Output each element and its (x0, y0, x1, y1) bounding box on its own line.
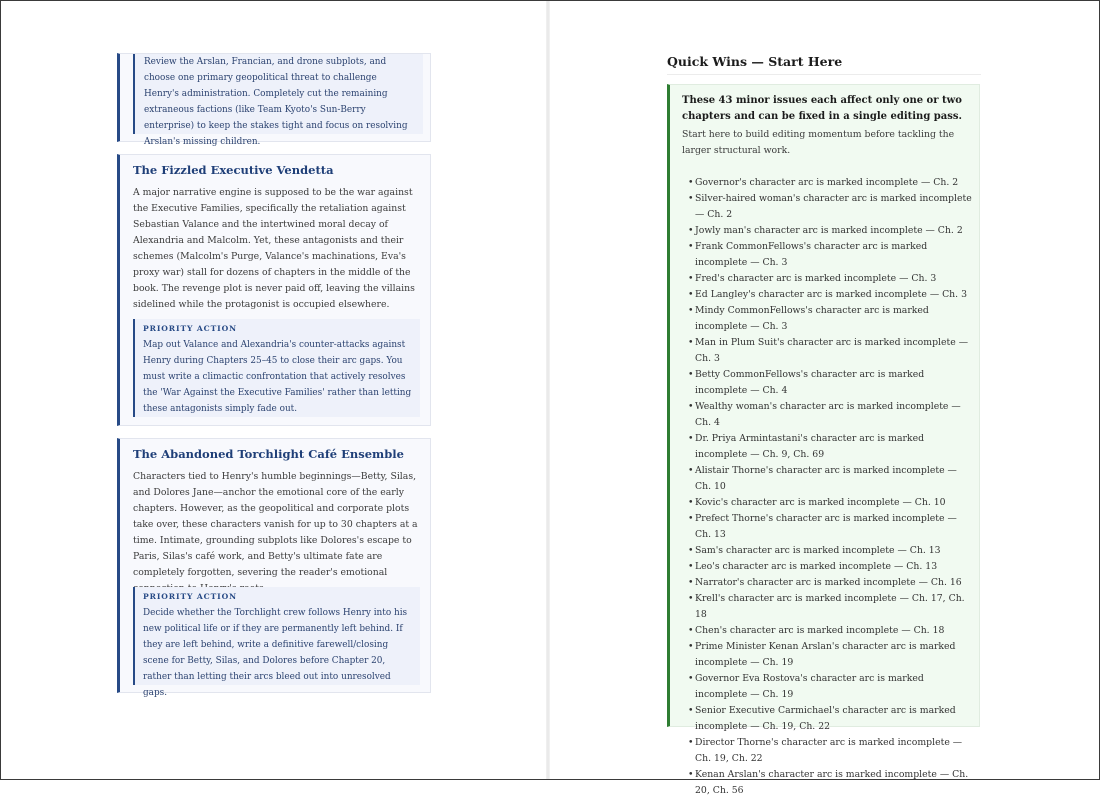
quick-wins-intro: Start here to build editing momentum before tackling the larger structural work. (682, 129, 955, 156)
priority-action-label: PRIORITY ACTION (143, 324, 237, 333)
quick-wins-box (667, 84, 980, 796)
quick-win-item: • Alistair Thorne's character arc is marked incomplete — Ch. 10 (688, 463, 972, 495)
priority-action-text: Review the Arslan, Francian, and drone subplots, and choose one primary geopolitical threat to challenge Henry's administration. Completely cut the remaining extraneous factions (like Team Kyoto's Sun-Berry enterprise) to keep the stakes tight and focus on resolving Arslan's missing children. (144, 57, 408, 147)
priority-action-box (133, 587, 420, 698)
priority-action-text: Decide whether the Torchlight crew follows Henry into his new political life or if they are permanently left behind. If they are left behind, write a definitive farewell/closing scene for Betty, Silas, and Dolores before Chapter 20, rather than letting their arcs bleed out into unresolved gaps. (143, 608, 408, 698)
issue-card-body: A major narrative engine is supposed to be the war against the Executive Families, specifically the retaliation against Sebastian Valance and the intertwined moral decay of Alexandria and Malcolm. Yet, these antagonists and their schemes (Malcolm's Purge, Valance's machinations, Eva's proxy war) stall for dozens of chapters in the middle of the book. The revenge plot is never paid off, leaving the villains sidelined while the protagonist is occupied elsewhere. (133, 187, 415, 310)
issue-card-torchlight-cafe (117, 438, 431, 698)
quick-win-item: • Prime Minister Kenan Arslan's character arc is marked incomplete — Ch. 19 (688, 639, 972, 671)
issue-card-body: Characters tied to Henry's humble beginnings—Betty, Silas, and Dolores Jane—anchor the emotional core of the early chapters. However, as the geopolitical and corporate plots take over, these characters vanish for up to 30 chapters at a time. Intimate, grounding subplots like Dolores's escape to Paris, Silas's café work, and Betty's ultimate fate are completely forgotten, severing the reader's emotional (133, 471, 418, 578)
quick-win-item: • Governor Eva Rostova's character arc is marked incomplete — Ch. 19 (688, 671, 972, 703)
priority-action-box (133, 319, 420, 417)
quick-win-item: • Mindy CommonFellows's character arc is marked incomplete — Ch. 3 (688, 303, 972, 335)
quick-win-item: • Prefect Thorne's character arc is marked incomplete — Ch. 13 (688, 511, 972, 543)
quick-wins-list (688, 175, 972, 799)
quick-wins-heading: Quick Wins — Start Here (667, 54, 981, 75)
quick-win-item: • Governor's character arc is marked incomplete — Ch. 2 (688, 175, 972, 191)
priority-action-label: PRIORITY ACTION (143, 592, 237, 601)
quick-win-item: • Leo's character arc is marked incomplete — Ch. 13 (688, 559, 972, 575)
quick-win-item: • Kovic's character arc is marked incomplete — Ch. 10 (688, 495, 972, 511)
issue-card-title: The Abandoned Torchlight Café Ensemble (133, 447, 404, 461)
quick-win-item: • Man in Plum Suit's character arc is marked incomplete — Ch. 3 (688, 335, 972, 367)
quick-win-item: • Narrator's character arc is marked incomplete — Ch. 16 (688, 575, 972, 591)
quick-win-item: • Director Thorne's character arc is marked incomplete — Ch. 19, Ch. 22 (688, 735, 972, 767)
quick-win-item: • Frank CommonFellows's character arc is marked incomplete — Ch. 3 (688, 239, 972, 271)
priority-action-text: Map out Valance and Alexandria's counter-attacks against Henry during Chapters 25–45 to close their arc gaps. You must write a climactic confrontation that actively resolves the 'War Against the Executive Families' rather than letting these antagonists simply fade out. (143, 340, 412, 414)
quick-wins-summary: These 43 minor issues each affect only one or two chapters and can be fixed in a single editing pass. (682, 95, 963, 122)
quick-win-item: • Jowly man's character arc is marked incomplete — Ch. 2 (688, 223, 972, 239)
issue-card-executive-vendetta (117, 154, 431, 426)
quick-win-item: • Senior Executive Carmichael's character arc is marked incomplete — Ch. 19, Ch. 22 (688, 703, 972, 735)
issue-card-title: The Fizzled Executive Vendetta (133, 163, 334, 177)
quick-win-item: • Kenan Arslan's character arc is marked incomplete — Ch. 20, Ch. 56 (688, 767, 972, 799)
quick-win-item: • Sam's character arc is marked incomplete — Ch. 13 (688, 543, 972, 559)
quick-win-item: • Wealthy woman's character arc is marked incomplete — Ch. 4 (688, 399, 972, 431)
quick-win-item: • Dr. Priya Armintastani's character arc is marked incomplete — Ch. 9, Ch. 69 (688, 431, 972, 463)
quick-win-item: • Krell's character arc is marked incomplete — Ch. 17, Ch. 18 (688, 591, 972, 623)
quick-win-item: • Betty CommonFellows's character arc is marked incomplete — Ch. 4 (688, 367, 972, 399)
quick-win-item: • Fred's character arc is marked incomplete — Ch. 3 (688, 271, 972, 287)
quick-win-item: • Ed Langley's character arc is marked incomplete — Ch. 3 (688, 287, 972, 303)
priority-action-card-continued (117, 53, 431, 147)
quick-win-item: • Silver-haired woman's character arc is marked incomplete — Ch. 2 (688, 191, 972, 223)
quick-win-item: • Chen's character arc is marked incomplete — Ch. 18 (688, 623, 972, 639)
